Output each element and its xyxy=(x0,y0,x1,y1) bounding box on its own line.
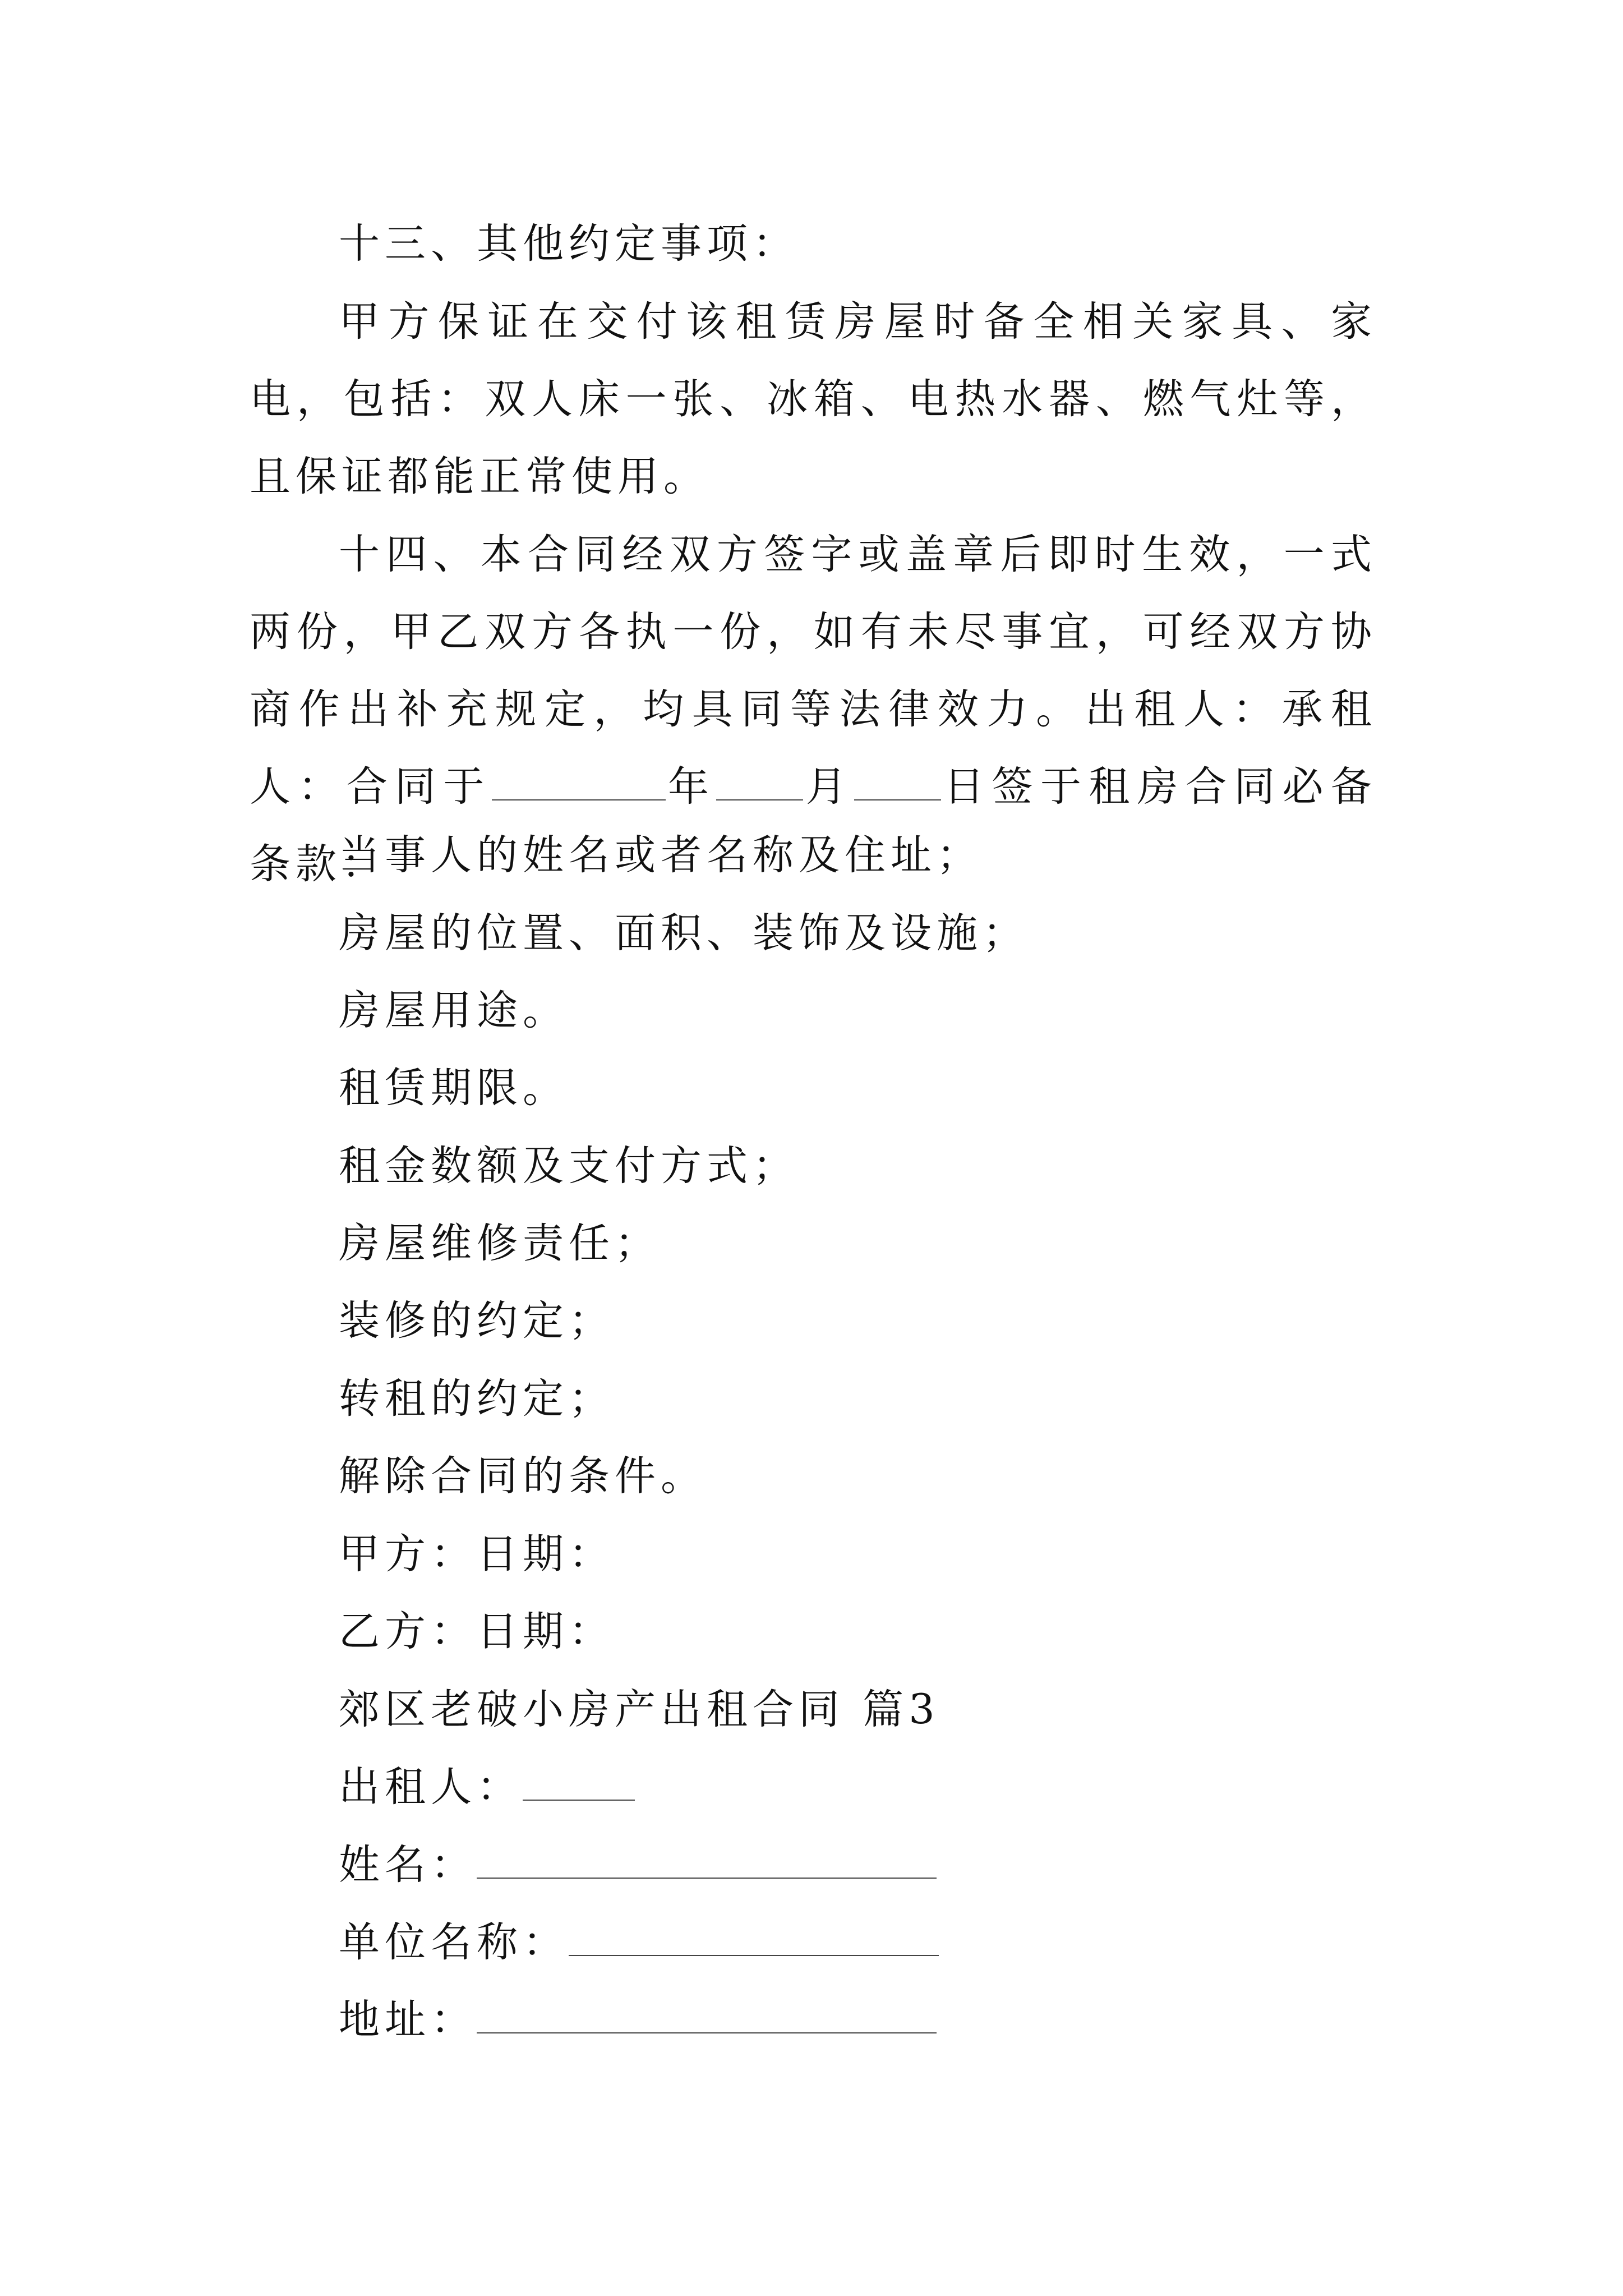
part-3-title: 郊区老破小房产出租合同 篇3 xyxy=(339,1686,940,1733)
clause-item: 房屋维修责任； xyxy=(339,1220,661,1267)
clause-item: 装修的约定； xyxy=(339,1297,615,1345)
unit-field xyxy=(339,1915,939,1971)
unit-label: 单位名称： xyxy=(339,1918,569,1966)
year-label: 年 xyxy=(665,763,717,811)
party-b-signature-line: 乙方：日期： xyxy=(339,1608,615,1655)
unit-blank xyxy=(569,1915,939,1956)
address-field xyxy=(339,1992,937,2048)
clause-item: 租赁期限。 xyxy=(339,1064,569,1112)
clause-item: 房屋用途。 xyxy=(339,987,569,1034)
clause-item: 解除合同的条件。 xyxy=(339,1452,707,1500)
section-13-body: 甲方保证在交付该租赁房屋时备全相关家具、家电，包括：双人床一张、冰箱、电热水器、燃气灶等，且保证都能正常使用。 xyxy=(250,298,1377,500)
clause-item: 租金数额及支付方式； xyxy=(339,1142,799,1190)
clause-item: 房屋的位置、面积、装饰及设施； xyxy=(339,909,1029,957)
clause-item: 转租的约定； xyxy=(339,1375,615,1423)
clause-item: 当事人的姓名或者名称及住址； xyxy=(339,831,983,879)
lessor-field xyxy=(339,1759,635,1815)
name-label: 姓名： xyxy=(339,1841,477,1889)
name-blank xyxy=(477,1837,937,1879)
party-a-signature-line: 甲方：日期： xyxy=(339,1530,615,1578)
section-14-text: 十四、本合同经双方签字或盖章后即时生效，一式两份，甲乙双方各执一份，如有未尽事宜，可经双方协商作出补充规定，均具同等法律效力。出租人：承租人：合同于 xyxy=(250,531,1377,811)
lessor-blank xyxy=(523,1759,635,1801)
month-label: 月 xyxy=(803,763,855,811)
section-13-heading: 十三、其他约定事项： xyxy=(339,220,799,268)
date-year-blank xyxy=(492,759,666,800)
address-blank xyxy=(477,1992,937,2033)
section-14-tail: 日签于租房合同必备条款： xyxy=(250,763,1377,888)
name-field xyxy=(339,1837,937,1893)
date-month-blank xyxy=(716,759,803,800)
address-label: 地址： xyxy=(339,1996,477,2044)
lessor-label: 出租人： xyxy=(339,1763,523,1811)
date-day-blank xyxy=(854,759,941,800)
